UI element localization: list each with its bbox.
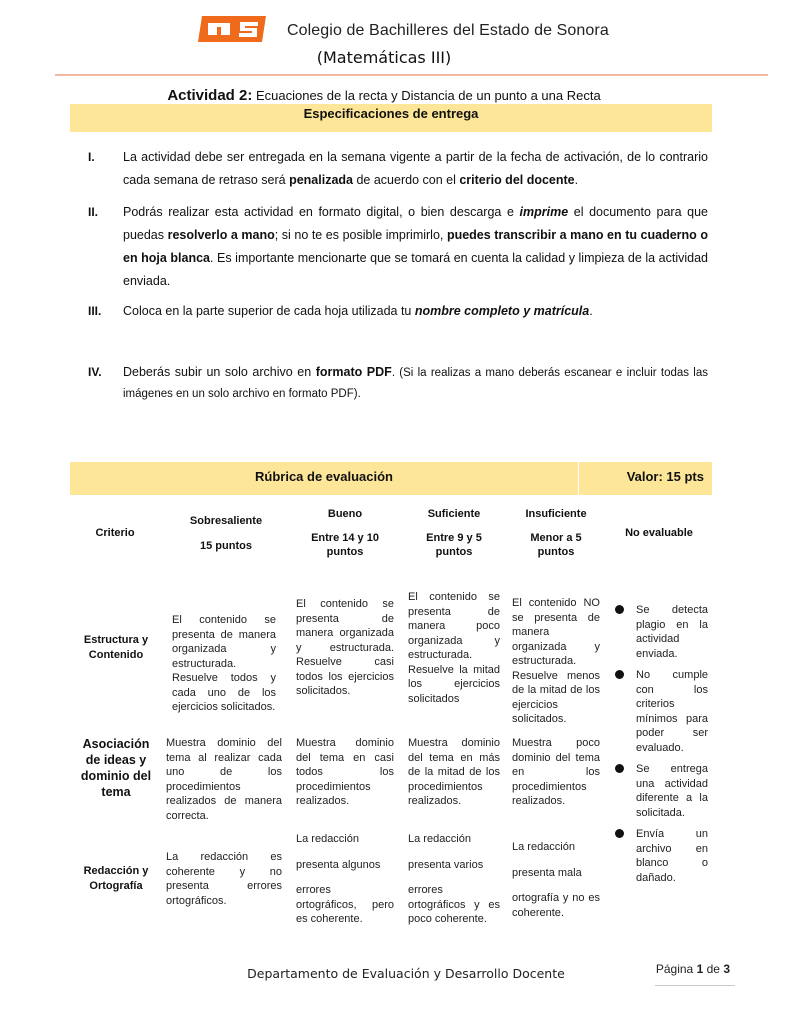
row-header-redaccion: Redacción y Ortografía bbox=[83, 865, 149, 892]
cell-redaccion-suficiente: La redacción presenta varios errores ortográficos y es poco coherente. bbox=[408, 833, 500, 925]
spec-item-1 bbox=[88, 146, 708, 192]
cell-redaccion-bueno: La redacción presenta algunos errores ortográficos, pero es coherente. bbox=[296, 833, 394, 925]
col-header-no-evaluable: No evaluable bbox=[625, 527, 693, 539]
no-evaluable-item: Se entrega una actividad diferente a la solicitada. bbox=[612, 762, 708, 820]
spec-item-text: Podrás realizar esta actividad en formato digital, o bien descarga e imprime el documento para que puedas resolverlo a mano; si no te es posible imprimirlo, puedes transcribir a mano en tu cuaderno o en hoja blanca. Es importante mencionarte que se tomará en cuenta la calidad y limpieza de la actividad enviada. bbox=[123, 205, 709, 288]
no-evaluable-list bbox=[612, 603, 708, 892]
spec-item-text: Deberás subir un solo archivo en formato PDF. (Si la realizas a mano deberás escanear e incluir todas las imágenes en un solo archivo en formato PDF). bbox=[123, 365, 708, 400]
bullet-icon bbox=[615, 764, 624, 773]
cell-asociacion-suficiente: Muestra dominio del tema en más de la mitad de los procedimientos realizados. bbox=[408, 737, 500, 807]
spec-item-number: III. bbox=[88, 304, 102, 318]
cobach-logo-icon bbox=[196, 14, 268, 47]
cell-asociacion-sobresaliente: Muestra dominio del tema al realizar cada uno de los procedimientos realizados de manera correcta. bbox=[166, 737, 282, 822]
activity-name: Ecuaciones de la recta y Distancia de un punto a una Recta bbox=[255, 88, 601, 103]
col-header-suficiente: Suficiente Entre 9 y 5 puntos bbox=[426, 508, 482, 558]
cell-estructura-sobresaliente: El contenido se presenta de manera organizada y estructurada. Resuelve todos y cada uno de los ejercicios solicitados. bbox=[172, 614, 276, 713]
header-divider bbox=[55, 74, 768, 76]
spec-item-number: IV. bbox=[88, 365, 102, 379]
page-header bbox=[0, 0, 768, 80]
cell-redaccion-insuficiente: La redacción presenta mala ortografía y no es coherente. bbox=[512, 841, 600, 919]
footer-divider bbox=[655, 985, 735, 986]
logo-text: CBS bbox=[232, 46, 235, 47]
spec-item-text: La actividad debe ser entregada en la semana vigente a partir de la fecha de activación, de lo contrario cada semana de retraso será penalizada de acuerdo con el criterio del docente. bbox=[123, 150, 708, 187]
spec-item-2 bbox=[88, 201, 708, 293]
no-evaluable-item: No cumple con los criterios mínimos para poder ser evaluado. bbox=[612, 668, 708, 755]
no-evaluable-item: Envía un archivo en blanco o dañado. bbox=[612, 827, 708, 885]
cell-asociacion-bueno: Muestra dominio del tema en casi todos los procedimientos realizados. bbox=[296, 737, 394, 807]
bullet-icon bbox=[615, 605, 624, 614]
activity-label: Actividad 2: bbox=[167, 87, 253, 104]
col-header-criterio: Criterio bbox=[95, 527, 135, 539]
spec-item-3 bbox=[88, 300, 708, 323]
specs-heading: Especificaciones de entrega bbox=[70, 104, 712, 132]
rubric-header-divider bbox=[578, 462, 579, 495]
rubric-title: Rúbrica de evaluación bbox=[255, 469, 393, 484]
institution-name: Colegio de Bachilleres del Estado de Sonora bbox=[287, 22, 609, 39]
subject-title: (Matemáticas III) bbox=[316, 48, 452, 67]
bullet-icon bbox=[615, 829, 624, 838]
col-header-sobresaliente: Sobresaliente 15 puntos bbox=[189, 515, 263, 552]
col-header-bueno: Bueno Entre 14 y 10 puntos bbox=[311, 508, 379, 558]
page-number: Página 1 de 3 bbox=[655, 962, 730, 976]
cell-asociacion-insuficiente: Muestra poco dominio del tema en los procedimientos realizados. bbox=[512, 737, 600, 807]
activity-title bbox=[0, 87, 768, 104]
row-header-asociacion: Asociación de ideas y dominio del tema bbox=[80, 737, 152, 799]
spec-item-4 bbox=[88, 362, 708, 405]
spec-item-text: Coloca en la parte superior de cada hoja utilizada tu nombre completo y matrícula. bbox=[123, 304, 593, 318]
row-header-estructura: Estructura y Contenido bbox=[83, 634, 149, 661]
cell-estructura-insuficiente: El contenido NO se presenta de manera organizada y estructurada. Resuelve menos de la mitad de los ejercicios solicitados. bbox=[512, 597, 600, 725]
cell-redaccion-sobresaliente: La redacción es coherente y no presenta errores ortográficos. bbox=[166, 851, 282, 907]
rubric-header bbox=[70, 462, 712, 495]
rubric-value: Valor: 15 pts bbox=[626, 469, 704, 484]
spec-item-number: II. bbox=[88, 205, 99, 219]
col-header-insuficiente: Insuficiente Menor a 5 puntos bbox=[525, 508, 587, 558]
cell-estructura-bueno: El contenido se presenta de manera organizada y estructurada. Resuelve casi todos los ejercicios solicitados. bbox=[296, 598, 394, 697]
no-evaluable-item: Se detecta plagio en la actividad enviada. bbox=[612, 603, 708, 661]
spec-item-number: I. bbox=[88, 150, 95, 164]
cell-estructura-suficiente: El contenido se presenta de manera poco organizada y estructurada. Resuelve la mitad los ejercicios solicitados bbox=[408, 591, 500, 705]
footer-department: Departamento de Evaluación y Desarrollo Docente bbox=[247, 966, 565, 981]
bullet-icon bbox=[615, 670, 624, 679]
